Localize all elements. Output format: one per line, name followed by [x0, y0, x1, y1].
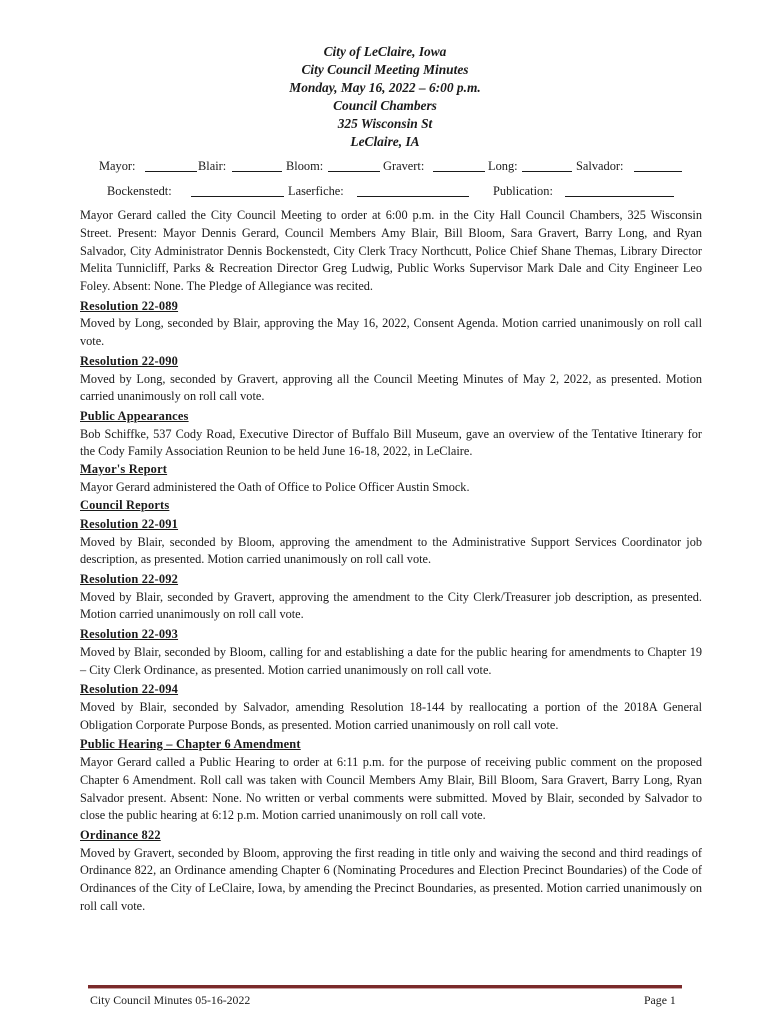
- section-heading-resolution-22-089: Resolution 22-089: [80, 298, 179, 313]
- city-title: City of LeClaire, Iowa: [323, 44, 447, 59]
- document-header: [0, 43, 770, 151]
- section-body-resolution-22-089: Moved by Long, seconded by Blair, approving the May 16, 2022, Consent Agenda. Motion carried unanimously on roll call vote.: [80, 316, 702, 349]
- section-heading-mayors-report: Mayor's Report: [80, 462, 168, 477]
- section-heading-ordinance-822: Ordinance 822: [80, 828, 161, 843]
- section-body-resolution-22-093: Moved by Blair, seconded by Bloom, calling for and establishing a date for the public hearing for amendments to Chapter 19 – City Clerk Ordinance, as presented. Motion carried unanimously on roll call vote.: [80, 644, 702, 677]
- section-body-public-appearances: Bob Schiffke, 537 Cody Road, Executive Director of Buffalo Bill Museum, gave an overview of the Tentative Itinerary for the Cody Family Association Reunion to be held June 16-18, 2022, in LeClaire.: [80, 426, 702, 459]
- rollcall-laserfiche-label: Laserfiche:: [288, 184, 344, 198]
- section-body-resolution-22-090: Moved by Long, seconded by Gravert, approving all the Council Meeting Minutes of May 2, 2022, as presented. Motion carried unanimously on roll call vote.: [80, 371, 702, 404]
- meeting-address: 325 Wisconsin St: [337, 116, 433, 131]
- rollcall-laserfiche-blank: [357, 186, 469, 197]
- rollcall-publication-label: Publication:: [493, 184, 553, 198]
- meeting-city: LeClaire, IA: [350, 134, 420, 149]
- meeting-location: Council Chambers: [333, 98, 437, 113]
- rollcall-mayor-label: Mayor:: [99, 159, 136, 173]
- section-body-ordinance-822: Moved by Gravert, seconded by Bloom, approving the first reading in title only and waiving the second and third readings of Ordinance 822, an Ordinance amending Chapter 6 (Nominating Procedures and Election Precinct Boundaries) of the Code of Ordinances of the City of LeClaire, Iowa, by amending the Precinct Boundaries, as presented. Motion carried unanimously on roll call vote.: [80, 845, 702, 914]
- section-body-public-hearing: Mayor Gerard called a Public Hearing to order at 6:11 p.m. for the purpose of receiving public comment on the proposed Chapter 6 Amendment. Roll call was taken with Council Members Amy Blair, Bill Bloom, Sara Gravert, Barry Long, Ryan Salvador present. Absent: None. No written or verbal comments were submitted. Moved by Blair, seconded by Salvador to close the public hearing at 6:12 p.m. Motion carried unanimously on roll call vote.: [80, 754, 702, 823]
- section-body-mayors-report: Mayor Gerard administered the Oath of Office to Police Officer Austin Smock.: [80, 479, 470, 494]
- meeting-date: Monday, May 16, 2022 – 6:00 p.m.: [289, 80, 481, 95]
- meeting-title: City Council Meeting Minutes: [301, 62, 469, 77]
- section-heading-resolution-22-090: Resolution 22-090: [80, 354, 179, 369]
- section-heading-council-reports: Council Reports: [80, 497, 170, 512]
- rollcall-gravert-blank: [433, 161, 485, 172]
- rollcall-salvador-blank: [634, 161, 682, 172]
- rollcall-long-label: Long:: [488, 159, 518, 173]
- section-body-resolution-22-094: Moved by Blair, seconded by Salvador, amending Resolution 18-144 by reallocating a portion of the 2018A General Obligation Corporate Purpose Bonds, as presented. Motion carried unanimously on roll call vote.: [80, 699, 702, 732]
- rollcall-bockenstedt-blank: [191, 186, 284, 197]
- rollcall-bloom-blank: [328, 161, 380, 172]
- footer-document-title: City Council Minutes 05-16-2022: [90, 993, 251, 1007]
- rollcall-blair-blank: [232, 161, 282, 172]
- rollcall-publication-blank: [565, 186, 674, 197]
- footer-divider: [88, 985, 682, 989]
- rollcall-blair-label: Blair:: [198, 159, 227, 173]
- section-heading-resolution-22-092: Resolution 22-092: [80, 572, 179, 587]
- intro-paragraph: Mayor Gerard called the City Council Meeting to order at 6:00 p.m. in the City Hall Council Chambers, 325 Wisconsin Street. Present: Mayor Dennis Gerard, Council Members Amy Blair, Bill Bloom, Sara Gravert, Barry Long, and Ryan Salvador, City Administrator Dennis Bockenstedt, City Clerk Tracy Northcutt, Police Chief Shane Themas, Library Director Melita Tunnicliff, Parks & Recreation Director Greg Ludwig, Public Works Supervisor Mark Dale and City Engineer Leo Foley. Absent: None. The Pledge of Allegiance was recited.: [80, 208, 702, 294]
- section-heading-resolution-22-094: Resolution 22-094: [80, 682, 179, 697]
- section-heading-public-appearances: Public Appearances: [80, 409, 189, 424]
- section-body-resolution-22-092: Moved by Blair, seconded by Gravert, approving the amendment to the City Clerk/Treasurer job description, as presented. Motion carried unanimously on roll call vote.: [80, 589, 702, 622]
- rollcall-bloom-label: Bloom:: [286, 159, 324, 173]
- rollcall-long-blank: [522, 161, 572, 172]
- minutes-body: [80, 207, 702, 916]
- section-body-resolution-22-091: Moved by Blair, seconded by Bloom, approving the amendment to the Administrative Support Services Coordinator job description, as presented. Motion carried unanimously on roll call vote.: [80, 534, 702, 567]
- section-heading-resolution-22-091: Resolution 22-091: [80, 517, 179, 532]
- rollcall-mayor-blank: [145, 161, 197, 172]
- section-heading-resolution-22-093: Resolution 22-093: [80, 627, 179, 642]
- rollcall-bockenstedt-label: Bockenstedt:: [107, 184, 172, 198]
- rollcall-salvador-label: Salvador:: [576, 159, 624, 173]
- footer-page-number: Page 1: [644, 993, 676, 1007]
- section-heading-public-hearing: Public Hearing – Chapter 6 Amendment: [80, 737, 301, 752]
- rollcall-gravert-label: Gravert:: [383, 159, 425, 173]
